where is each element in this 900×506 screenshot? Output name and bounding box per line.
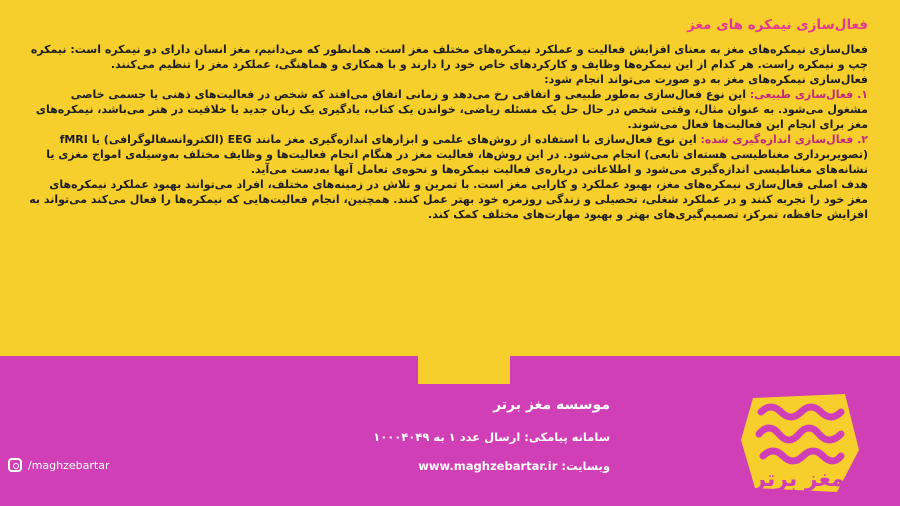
article xyxy=(28,18,868,222)
list-item-natural xyxy=(28,87,868,132)
panel-tab xyxy=(418,340,510,384)
instagram-icon xyxy=(8,458,22,472)
article-title: فعال‌سازی نیمکره های مغز xyxy=(687,17,868,33)
website-label: وبسایت: xyxy=(561,459,610,473)
instagram-handle xyxy=(8,458,109,472)
instagram-text: /maghzebartar xyxy=(28,458,110,472)
list-item-text: این نوع فعال‌سازی با استفاده از روش‌های علمی و ابزارهای اندازه‌گیری مغز مانند EEG (الکتروانسفالوگرافی) یا fMRI (تصویربرداری مغناطیسی هسته‌ای تابعی) انجام می‌شود. در این روش‌ها، فعالیت مغز در هنگام انجام فعالیت‌ها و وظایف مختلف به‌وسیله‌ی امواج مغزی یا نشانه‌های مغناطیسی اندازه‌گیری می‌شود و اطلاعاتی درباره‌ی فعالیت نیمکره‌ها و نحوه‌ی تعامل آنها به‌دست می‌آید. xyxy=(46,133,868,176)
institute-name: موسسه مغز برتر xyxy=(493,397,610,413)
website-link[interactable]: www.maghzebartar.ir xyxy=(418,459,558,473)
list-item-label: ۱. فعال‌سازی طبیعی: xyxy=(749,88,868,101)
brand-logo xyxy=(733,390,865,498)
website-line xyxy=(418,459,610,473)
list-item-measured xyxy=(28,132,868,177)
list-item-text: این نوع فعال‌سازی به‌طور طبیعی و اتفاقی رخ می‌دهد و زمانی اتفاق می‌افتد که شخص در فعالیت‌های ذهنی یا جسمی خاصی مشغول می‌شود. به عنوان مثال، وقتی شخص در حال حل یک مسئله ریاضی، خواندن یک کتاب، یادگیری یک زبان جدید یا خلاقیت در هنر می‌باشد، نیمکره‌های مغز برای انجام این فعالیت‌ها فعال می‌شوند. xyxy=(35,88,868,131)
paragraph-goal: هدف اصلی فعال‌سازی نیمکره‌های مغز، بهبود عملکرد و کارایی مغز است. با تمرین و تلاش در زمینه‌های مختلف، افراد می‌توانند بهبود عملکرد نیمکره‌های مغز خود را تجربه کنند و در عملکرد شغلی، تحصیلی و زندگی روزمره خود بهتر عمل کنند. همچنین، انجام فعالیت‌هایی که نیمکره‌ها را فعال می‌کند می‌تواند به افزایش حافظه، تمرکز، تصمیم‌گیری‌های بهتر و بهبود مهارت‌های مختلف کمک کند. xyxy=(29,178,868,221)
paragraph-methods: فعال‌سازی نیمکره‌های مغز به دو صورت می‌تواند انجام شود: xyxy=(544,73,868,86)
list-item-label: ۲. فعال‌سازی اندازه‌گیری شده: xyxy=(700,133,868,146)
paragraph-intro: فعال‌سازی نیمکره‌های مغز به معنای افزایش فعالیت و عملکرد نیمکره‌های مختلف مغز است. همانطور که می‌دانیم، مغز انسان دارای دو نیمکره است: نیمکره چپ و نیمکره راست. هر کدام از این نیمکره‌ها وظایف و کارکردهای خاص خود را دارند و با همکاری و هماهنگی، عملکرد مغز را تنظیم می‌کنند. xyxy=(30,43,868,71)
sms-line: سامانه پیامکی: ارسال عدد ۱ به ۱۰۰۰۴۰۴۹ xyxy=(373,430,610,444)
logo-text: مغز برتر xyxy=(753,467,845,492)
